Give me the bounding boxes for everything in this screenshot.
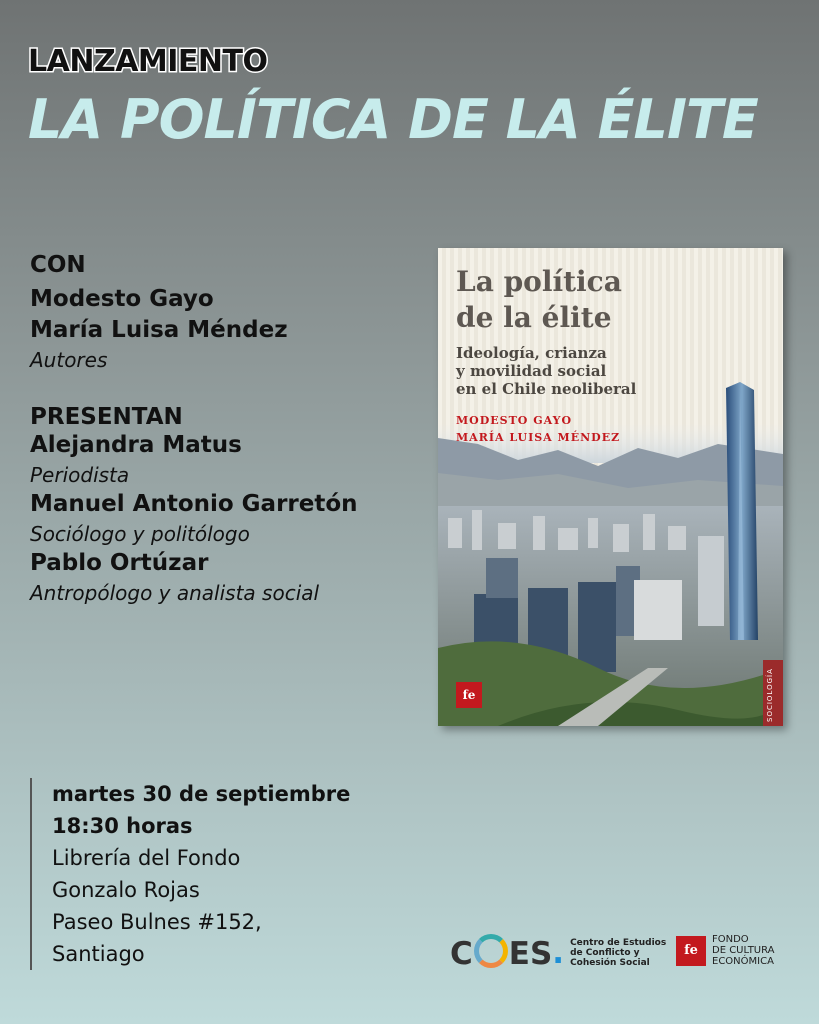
book-author: MARÍA LUISA MÉNDEZ [456, 431, 621, 444]
venue-line: Santiago [52, 942, 145, 966]
venue-line: Librería del Fondo [52, 846, 241, 870]
book-subtitle-line: en el Chile neoliberal [456, 380, 637, 398]
presenter-name: Pablo Ortúzar [30, 550, 209, 576]
presenter-role: Sociólogo y politólogo [30, 522, 250, 546]
authors-role: Autores [30, 348, 108, 372]
event-time: 18:30 horas [52, 814, 193, 838]
coes-sub-line: Cohesión Social [570, 958, 650, 968]
coes-sub-line: de Conflicto y [570, 948, 640, 958]
page-title: LA POLÍTICA DE LA ÉLITE [28, 88, 758, 151]
book-cover [438, 248, 783, 726]
book-title-line: La política [456, 265, 622, 298]
book-authors [456, 412, 620, 446]
coes-subtitle [570, 938, 666, 968]
collection-label: SOCIOLOGÍA [766, 668, 774, 722]
coes-logo [450, 934, 666, 972]
coes-sub-line: Centro de Estudios [570, 938, 667, 948]
coes-dot: . [552, 935, 565, 971]
participants [30, 252, 358, 607]
author-name: Modesto Gayo [30, 286, 214, 312]
publisher-mark-icon: fe [456, 682, 482, 708]
coes-wordmark: C ES [450, 936, 553, 972]
fce-line: ECONÓMICA [712, 956, 774, 967]
authors-label: CON [30, 252, 86, 278]
fce-wordmark [712, 934, 775, 967]
book-subtitle-line: Ideología, crianza [456, 344, 607, 362]
collection-band [763, 660, 783, 726]
book-subtitle [456, 344, 636, 398]
venue-line: Paseo Bulnes #152, [52, 910, 262, 934]
coes-ring-icon [474, 934, 508, 968]
fce-mark-icon: fe [676, 936, 706, 966]
author-name: María Luisa Méndez [30, 317, 288, 343]
fce-logo [676, 934, 775, 967]
presenter-role: Periodista [30, 463, 130, 487]
event-date: martes 30 de septiembre [52, 782, 351, 806]
presenter-name: Manuel Antonio Garretón [30, 491, 358, 517]
kicker-label: LANZAMIENTO [28, 44, 268, 79]
fce-line: DE CULTURA [712, 945, 775, 956]
event-details [30, 778, 350, 970]
venue-line: Gonzalo Rojas [52, 878, 200, 902]
book-author: MODESTO GAYO [456, 414, 573, 427]
book-title-line: de la élite [456, 301, 612, 334]
fce-line: FONDO [712, 934, 749, 945]
presenter-name: Alejandra Matus [30, 432, 242, 458]
book-title [456, 264, 622, 336]
presenter-role: Antropólogo y analista social [30, 581, 320, 605]
book-subtitle-line: y movilidad social [456, 362, 607, 380]
presenters-label: PRESENTAN [30, 404, 183, 430]
